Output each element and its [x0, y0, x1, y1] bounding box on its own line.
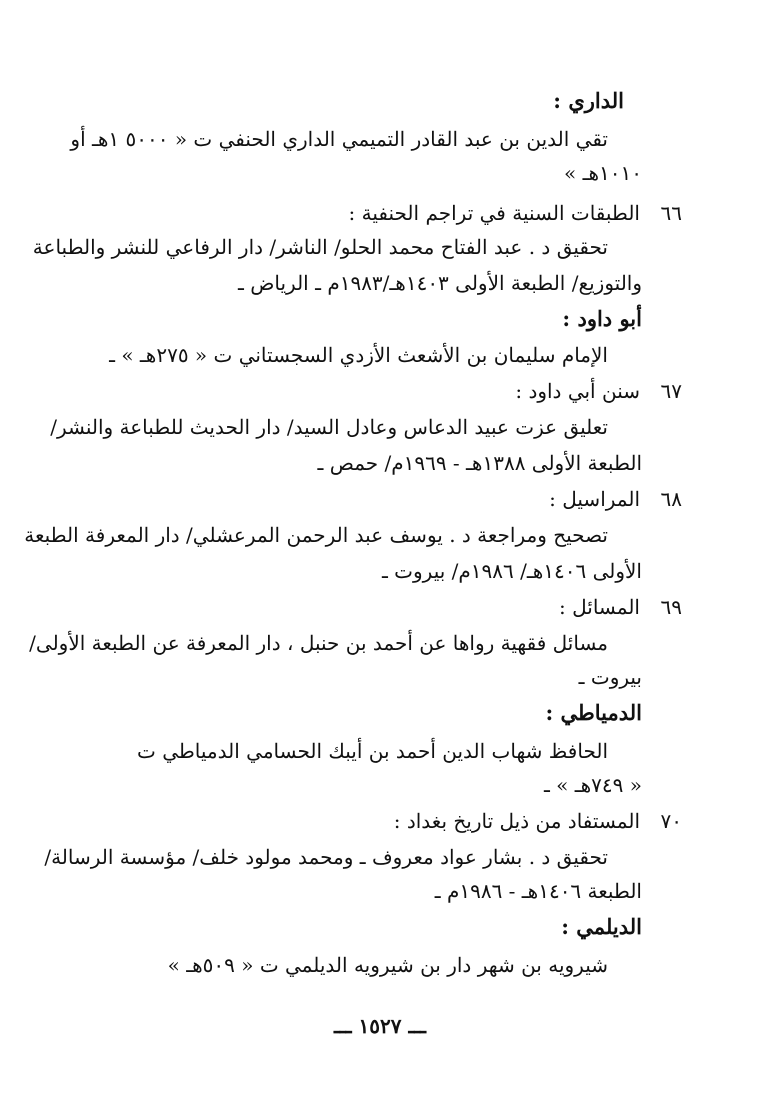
author-description-line: [0, 950, 760, 980]
text-line: تحقيق د . عبد الفتاح محمد الحلو/ الناشر/ دار الرفاعي للنشر والطباعة: [32, 235, 608, 259]
entry-title-row: [0, 592, 760, 622]
author-heading: [0, 698, 760, 728]
author-heading: [0, 86, 760, 116]
entry-detail-line: [0, 268, 760, 298]
entry-detail-line: [0, 628, 760, 658]
entry-detail-line: [0, 876, 760, 906]
entry-detail-line: [0, 412, 760, 442]
entry-number: ٦٦: [660, 201, 682, 225]
text-line: تعليق عزت عبيد الدعاس وعادل السيد/ دار الحديث للطباعة والنشر/: [50, 415, 608, 439]
entry-number: ٦٧: [660, 379, 682, 403]
entry-title: سنن أبي داود :: [515, 379, 640, 403]
author-description-line: [0, 770, 760, 800]
entry-title: المسائل :: [559, 595, 640, 619]
entry-title: الطبقات السنية في تراجم الحنفية :: [348, 201, 640, 225]
entry-detail-line: [0, 520, 760, 550]
entry-title-row: [0, 484, 760, 514]
entry-detail-line: [0, 448, 760, 478]
entry-number: ٧٠: [660, 809, 682, 833]
author-heading: [0, 912, 760, 942]
text-line: « ٧٤٩هـ » ـ: [543, 773, 642, 797]
page-number: ـــ ١٥٢٧ ـــ: [333, 1014, 427, 1038]
author-heading-text: الداري :: [553, 88, 624, 113]
entry-detail-line: [0, 662, 760, 692]
text-line: الطبعة الأولى ١٣٨٨هـ - ١٩٦٩م/ حمص ـ: [317, 451, 642, 475]
text-line: الأولى ١٤٠٦هـ/ ١٩٨٦م/ بيروت ـ: [381, 559, 642, 583]
text-line: تقي الدين بن عبد القادر التميمي الداري الحنفي ت « ٥٠٠٠ ١هـ أو: [70, 127, 608, 151]
text-line: تحقيق د . بشار عواد معروف ـ ومحمد مولود خلف/ مؤسسة الرسالة/: [44, 845, 608, 869]
entry-title: المراسيل :: [549, 487, 640, 511]
author-heading-text: الديلمي :: [561, 914, 642, 939]
entry-number: ٦٨: [660, 487, 682, 511]
text-line: شيرويه بن شهر دار بن شيرويه الديلمي ت « ٥٠٩هـ »: [167, 953, 608, 977]
author-description-line: [0, 340, 760, 370]
text-line: والتوزيع/ الطبعة الأولى ١٤٠٣هـ/١٩٨٣م ـ الرياض ـ: [238, 271, 642, 295]
entry-title: المستفاد من ذيل تاريخ بغداد :: [393, 809, 640, 833]
entry-detail-line: [0, 556, 760, 586]
entry-title-row: [0, 806, 760, 836]
text-line: مسائل فقهية رواها عن أحمد بن حنبل ، دار المعرفة عن الطبعة الأولى/: [29, 631, 608, 655]
author-heading: [0, 304, 760, 334]
text-line: بيروت ـ: [578, 665, 642, 689]
text-line: ١٠١٠هـ »: [564, 161, 642, 185]
text-line: الإمام سليمان بن الأشعث الأزدي السجستاني ت « ٢٧٥هـ » ـ: [109, 343, 608, 367]
entry-number: ٦٩: [660, 595, 682, 619]
text-line: الحافظ شهاب الدين أحمد بن أيبك الحسامي الدمياطي ت: [137, 739, 608, 763]
author-description-line: [0, 736, 760, 766]
author-description-line: [0, 124, 760, 154]
entry-detail-line: [0, 232, 760, 262]
text-line: تصحيح ومراجعة د . يوسف عبد الرحمن المرعشلي/ دار المعرفة الطبعة: [24, 523, 608, 547]
entry-title-row: [0, 198, 760, 228]
entry-detail-line: [0, 842, 760, 872]
author-description-line: [0, 158, 760, 188]
author-heading-text: أبو داود :: [562, 306, 642, 331]
author-heading-text: الدمياطي :: [545, 700, 642, 725]
text-line: الطبعة ١٤٠٦هـ - ١٩٨٦م ـ: [434, 879, 642, 903]
entry-title-row: [0, 376, 760, 406]
